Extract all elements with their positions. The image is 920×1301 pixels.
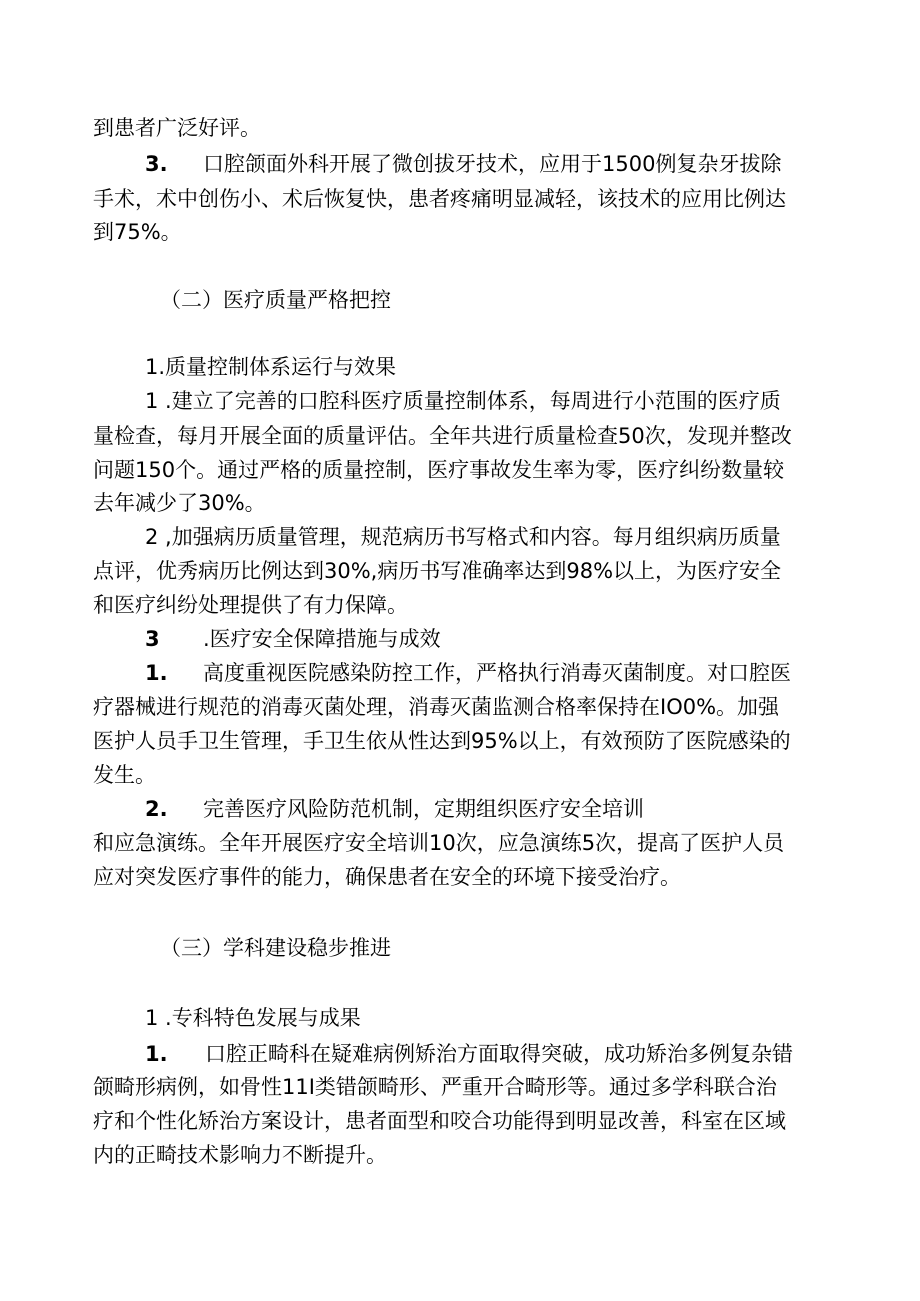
subsection-heading: 1.质量控制体系运行与效果 [145,355,397,379]
paragraph-line: 到患者广泛好评。 [93,116,261,140]
item-number: 1. [145,1042,168,1066]
paragraph-line: 问题150个。通过严格的质量控制，医疗事故发生率为零，医疗纠纷数量较 [93,458,785,482]
paragraph-line: 2 ,加强病历质量管理，规范病历书写格式和内容。每月组织病历质量 [145,525,781,549]
paragraph-line: 应对突发医疗事件的能力，确保患者在安全的环境下接受治疗。 [93,865,681,889]
paragraph-line: 医护人员手卫生管理，手卫生依从性达到95%以上，有效预防了医院感染的 [93,729,791,753]
paragraph-line: 去年减少了30%。 [93,491,266,515]
subsection-heading: 1 .专科特色发展与成果 [145,1006,361,1030]
section-heading: （二）医疗质量严格把控 [160,288,391,312]
item-number: 2. [145,797,168,821]
paragraph-line: 完善医疗风险防范机制，定期组织医疗安全培训 [203,797,644,821]
paragraph-line: 疗器械进行规范的消毒灭菌处理，消毒灭菌监测合格率保持在IO0%。加强 [93,695,780,719]
paragraph-line: 发生。 [93,763,156,787]
paragraph-line: 口腔正畸科在疑难病例矫治方面取得突破，成功矫治多例复杂错 [205,1042,793,1066]
item-number: 3 [145,627,160,651]
paragraph-line: 点评，优秀病历比例达到30%,病历书写准确率达到98%以上，为医疗安全 [93,559,782,583]
paragraph-line: 1 .建立了完善的口腔科医疗质量控制体系，每周进行小范围的医疗质 [145,389,781,413]
section-heading: （三）学科建设稳步推进 [160,936,391,960]
paragraph-line: 高度重视医院感染防控工作，严格执行消毒灭菌制度。对口腔医 [203,661,791,685]
paragraph-line: 量检查，每月开展全面的质量评估。全年共进行质量检查50次，发现并整改 [93,424,792,448]
subsection-heading: .医疗安全保障措施与成效 [203,627,441,651]
paragraph-line: 手术，术中创伤小、术后恢复快，患者疼痛明显减轻，该技术的应用比例达 [93,187,786,211]
paragraph-line: 口腔颌面外科开展了微创拔牙技术，应用于1500例复杂牙拔除 [203,152,782,176]
paragraph-line: 和医疗纠纷处理提供了有力保障。 [93,593,408,617]
item-number: 1. [145,661,168,685]
paragraph-line: 到75%。 [93,220,182,244]
paragraph-line: 颌畸形病例，如骨性11I类错颌畸形、严重开合畸形等。通过多学科联合治 [93,1075,777,1099]
paragraph-line: 疗和个性化矫治方案设计，患者面型和咬合功能得到明显改善，科室在区域 [93,1109,786,1133]
paragraph-line: 内的正畸技术影响力不断提升。 [93,1143,387,1167]
paragraph-line: 和应急演练。全年开展医疗安全培训10次，应急演练5次，提高了医护人员 [93,831,785,855]
item-number: 3. [145,152,168,176]
